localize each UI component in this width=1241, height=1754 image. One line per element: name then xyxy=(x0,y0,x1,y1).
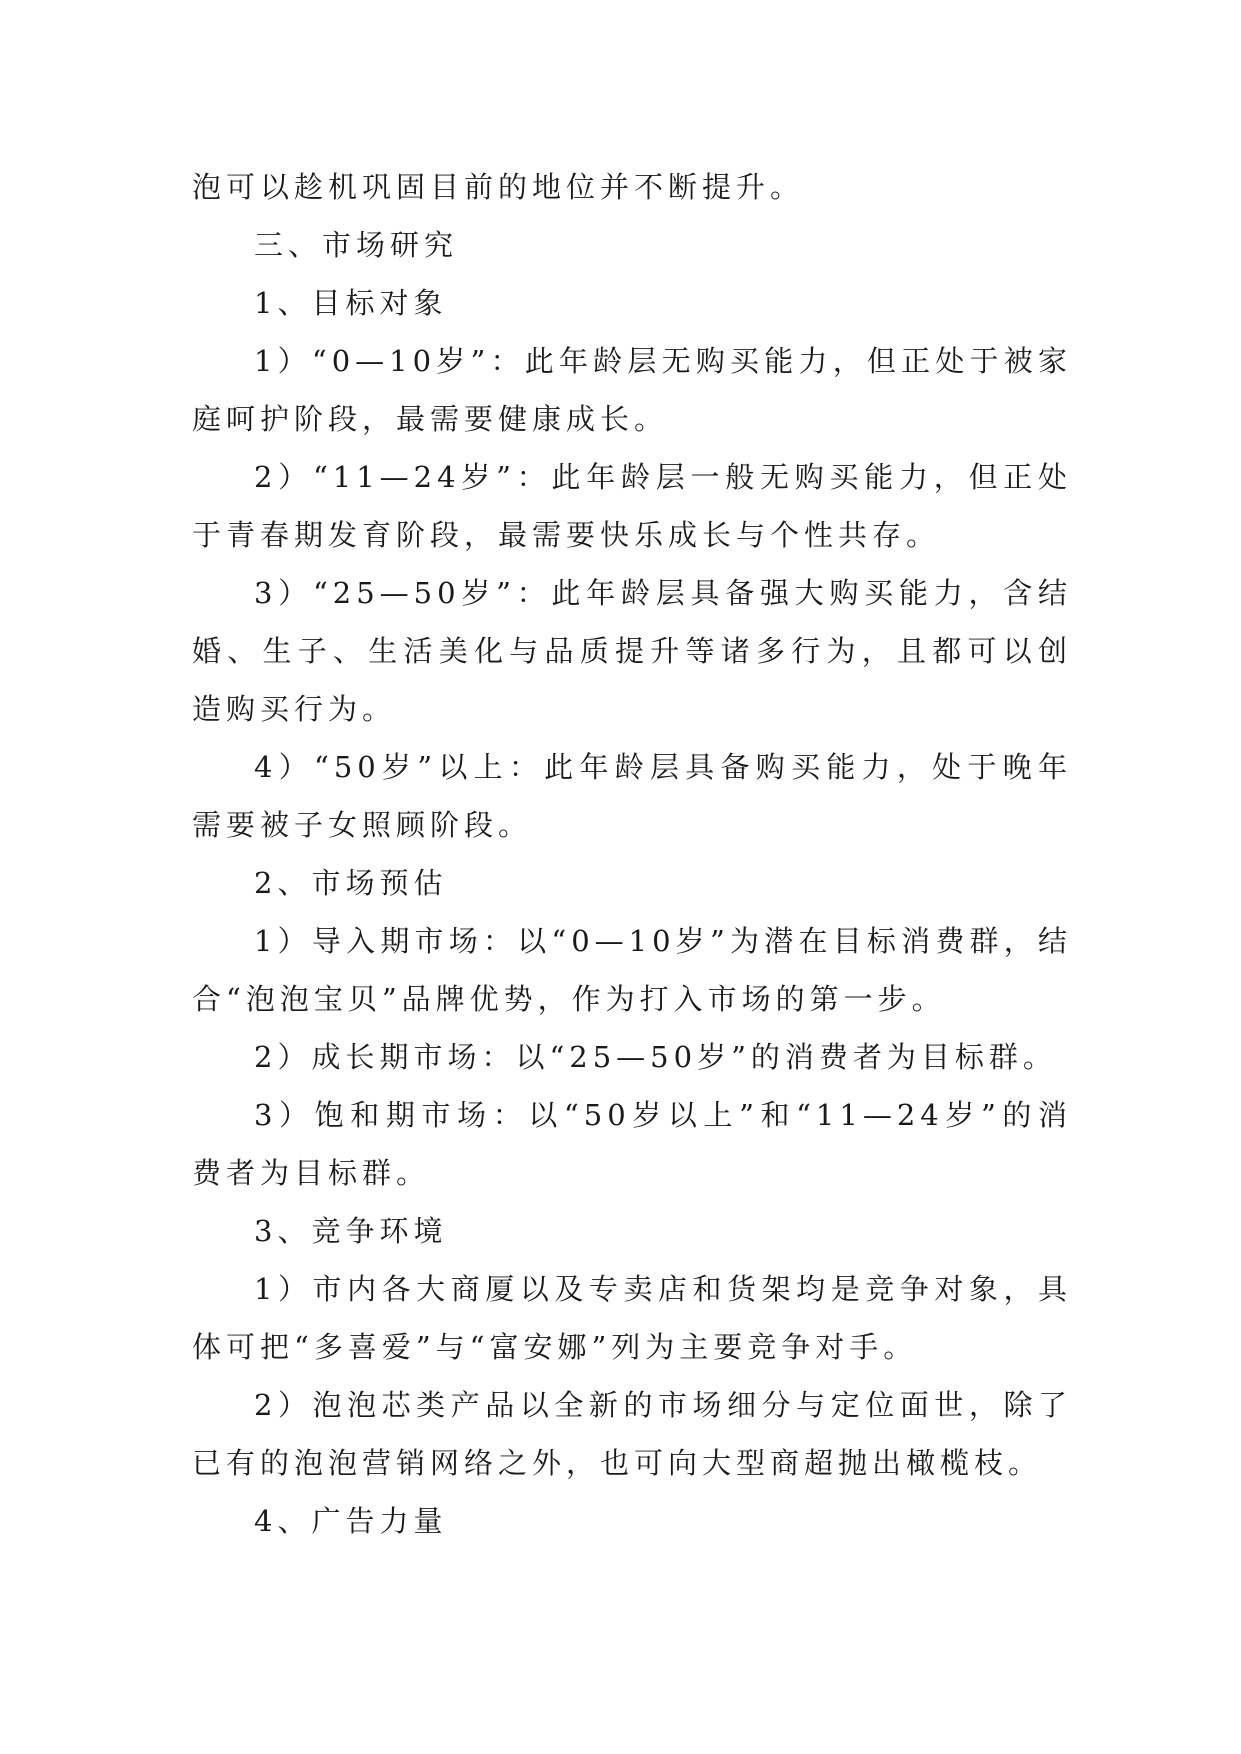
paragraph: 1）导入期市场：以“0—10岁”为潜在目标消费群，结合“泡泡宝贝”品牌优势，作为打入市场的第一步。 xyxy=(192,924,1072,1016)
paragraph: 1）“0—10岁”：此年龄层无购买能力，但正处于被家庭呵护阶段，最需要健康成长。 xyxy=(192,344,1072,436)
paragraph: 1）市内各大商厦以及专卖店和货架均是竞争对象，具体可把“多喜爱”与“富安娜”列为主要竞争对手。 xyxy=(192,1272,1072,1364)
paragraph: 3）“25—50岁”：此年龄层具备强大购买能力，含结婚、生子、生活美化与品质提升等诸多行为，且都可以创造购买行为。 xyxy=(192,576,1072,726)
paragraph: 泡可以趁机巩固目前的地位并不断提升。 xyxy=(192,170,805,204)
subsection-heading: 4、广告力量 xyxy=(254,1504,448,1538)
paragraph: 2）泡泡芯类产品以全新的市场细分与定位面世，除了已有的泡泡营销网络之外，也可向大型商超抛出橄榄枝。 xyxy=(192,1388,1072,1480)
subsection-heading: 3、竞争环境 xyxy=(254,1214,448,1248)
paragraph: 2）成长期市场：以“25—50岁”的消费者为目标群。 xyxy=(254,1040,1057,1074)
paragraph: 4）“50岁”以上：此年龄层具备购买能力，处于晚年需要被子女照顾阶段。 xyxy=(192,750,1072,842)
document-body xyxy=(192,158,1072,1550)
paragraph: 2）“11—24岁”：此年龄层一般无购买能力，但正处于青春期发育阶段，最需要快乐成长与个性共存。 xyxy=(192,460,1072,552)
section-heading: 三、市场研究 xyxy=(254,228,459,262)
subsection-heading: 1、目标对象 xyxy=(254,286,448,320)
paragraph: 3）饱和期市场：以“50岁以上”和“11—24岁”的消费者为目标群。 xyxy=(192,1098,1072,1190)
subsection-heading: 2、市场预估 xyxy=(254,866,448,900)
